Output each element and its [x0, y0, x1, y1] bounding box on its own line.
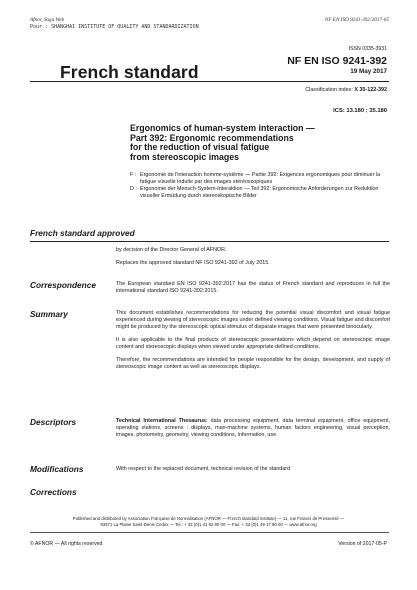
copyright: © AFNOR — All rights reserved — [30, 541, 103, 547]
corrections-heading: Corrections — [30, 487, 77, 497]
footer-divider — [30, 532, 389, 533]
summary-body — [116, 310, 390, 377]
modifications-text: With respect to the replaced document, technical revision of the standard — [116, 466, 291, 472]
approved-heading: French standard approved — [30, 228, 135, 238]
descriptors-list: data processing equipment, data terminal equipment, office equipment, operating stations, screens : displays, man-machine systems, human factors engineering, visual perception, images, photometry, geometry, viewing conditions, information, use. — [116, 418, 390, 438]
header-licensee: Pour : SHANGHAI INSTITUTE OF QUALITY AND STANDARDIZATION — [30, 24, 199, 30]
title-translations — [130, 172, 395, 200]
approved-line: by decision of the Director General of AFNOR. — [116, 247, 227, 253]
header-divider — [30, 81, 389, 82]
summary-paragraph: Therefore, the recommendations are intended for people responsible for the design, development, and supply of stereoscopic image content as well as stereoscopic displays. — [116, 357, 390, 370]
issn: ISSN 0335-3931 — [348, 46, 387, 52]
descriptors-text — [116, 418, 390, 439]
lang-text: Ergonomie der Mensch-System-Interaktion — Teil 392: Ergonomische Anforderungen zur Reduktion visueller Ermüdung durch stereoskopische Bilder — [140, 186, 379, 199]
translation-german — [130, 186, 395, 200]
descriptors-label: Technical International Thesaurus: — [116, 418, 208, 424]
summary-paragraph: This document establishes recommendations for reducing the potential visual discomfort and visual fatigue experienced during viewing of stereoscopic images under defined viewing conditions. Visual fatigue and discomfort might be produced by the stereoscopic optical stimulus of disparate images that were presented binocularly. — [116, 310, 390, 330]
classification-index — [305, 87, 387, 93]
version: Version of 2017-05-P — [338, 541, 387, 547]
document-type-title: French standard — [60, 62, 199, 82]
classification-label: Classification index: — [305, 87, 353, 93]
document-title — [130, 124, 380, 162]
header-reference: NF EN ISO 9241-392:2017-05 — [324, 17, 389, 23]
publisher-line: Published and distributed by Association Française de Normalisation (AFNOR — French standard institute) — 11, rue Francis de Pressensé — — [72, 516, 345, 521]
publisher-line: 93571 La Plaine Saint-Denis Cedex — Tel.: + 33 (0)1 41 62 80 00 — Fax: + 33 (0)1 49 17 90 00 — www.afnor.org — [100, 522, 317, 527]
summary-heading: Summary — [30, 309, 68, 319]
lang-text: Ergonomie de l'interaction homme-système — Partie 392: Exigences ergonomiques pour diminuer la fatigue visuelle induite par des images stéréoscopiques — [140, 172, 381, 185]
correspondence-text: The European standard EN ISO 9241-392:2017 has the status of French standard and reproduces in full the international standard ISO 9241-392:2015. — [116, 281, 390, 294]
correspondence-body — [116, 281, 390, 301]
header-source: Afnor, Saga Web — [30, 17, 65, 23]
translation-french — [130, 172, 395, 186]
title-line: Ergonomics of human-system interaction — — [130, 123, 315, 133]
title-line: from stereoscopic images — [130, 151, 240, 162]
classification-value: X 35-122-392 — [354, 87, 387, 93]
ics-codes: ICS: 13.180 ; 35.180 — [333, 108, 387, 114]
summary-paragraph: It is also applicable to the final products of stereoscopic presentations which depend on stereoscopic image content and stereoscopic displays when viewed under appropriate defined conditions. — [116, 337, 390, 350]
descriptors-body — [116, 418, 390, 445]
lang-code: D : — [130, 186, 137, 192]
watermark-header — [30, 17, 199, 31]
modifications-body — [116, 466, 390, 479]
lang-code: F : — [130, 172, 137, 178]
standard-number: NF EN ISO 9241-392 — [287, 55, 387, 67]
title-line: for the reduction of visual fatigue — [130, 142, 270, 153]
modifications-heading: Modifications — [30, 464, 84, 474]
approved-line: Replaces the approved standard NF ISO 9241-392 of July 2015. — [116, 260, 270, 266]
standard-date: 19 May 2017 — [350, 68, 387, 75]
title-line: Part 392: Ergonomic recommendations — [130, 132, 294, 143]
approved-divider — [30, 241, 389, 242]
descriptors-heading: Descriptors — [30, 417, 77, 427]
correspondence-heading: Correspondence — [30, 280, 96, 290]
publisher-info — [30, 516, 387, 528]
approved-body — [116, 247, 390, 273]
